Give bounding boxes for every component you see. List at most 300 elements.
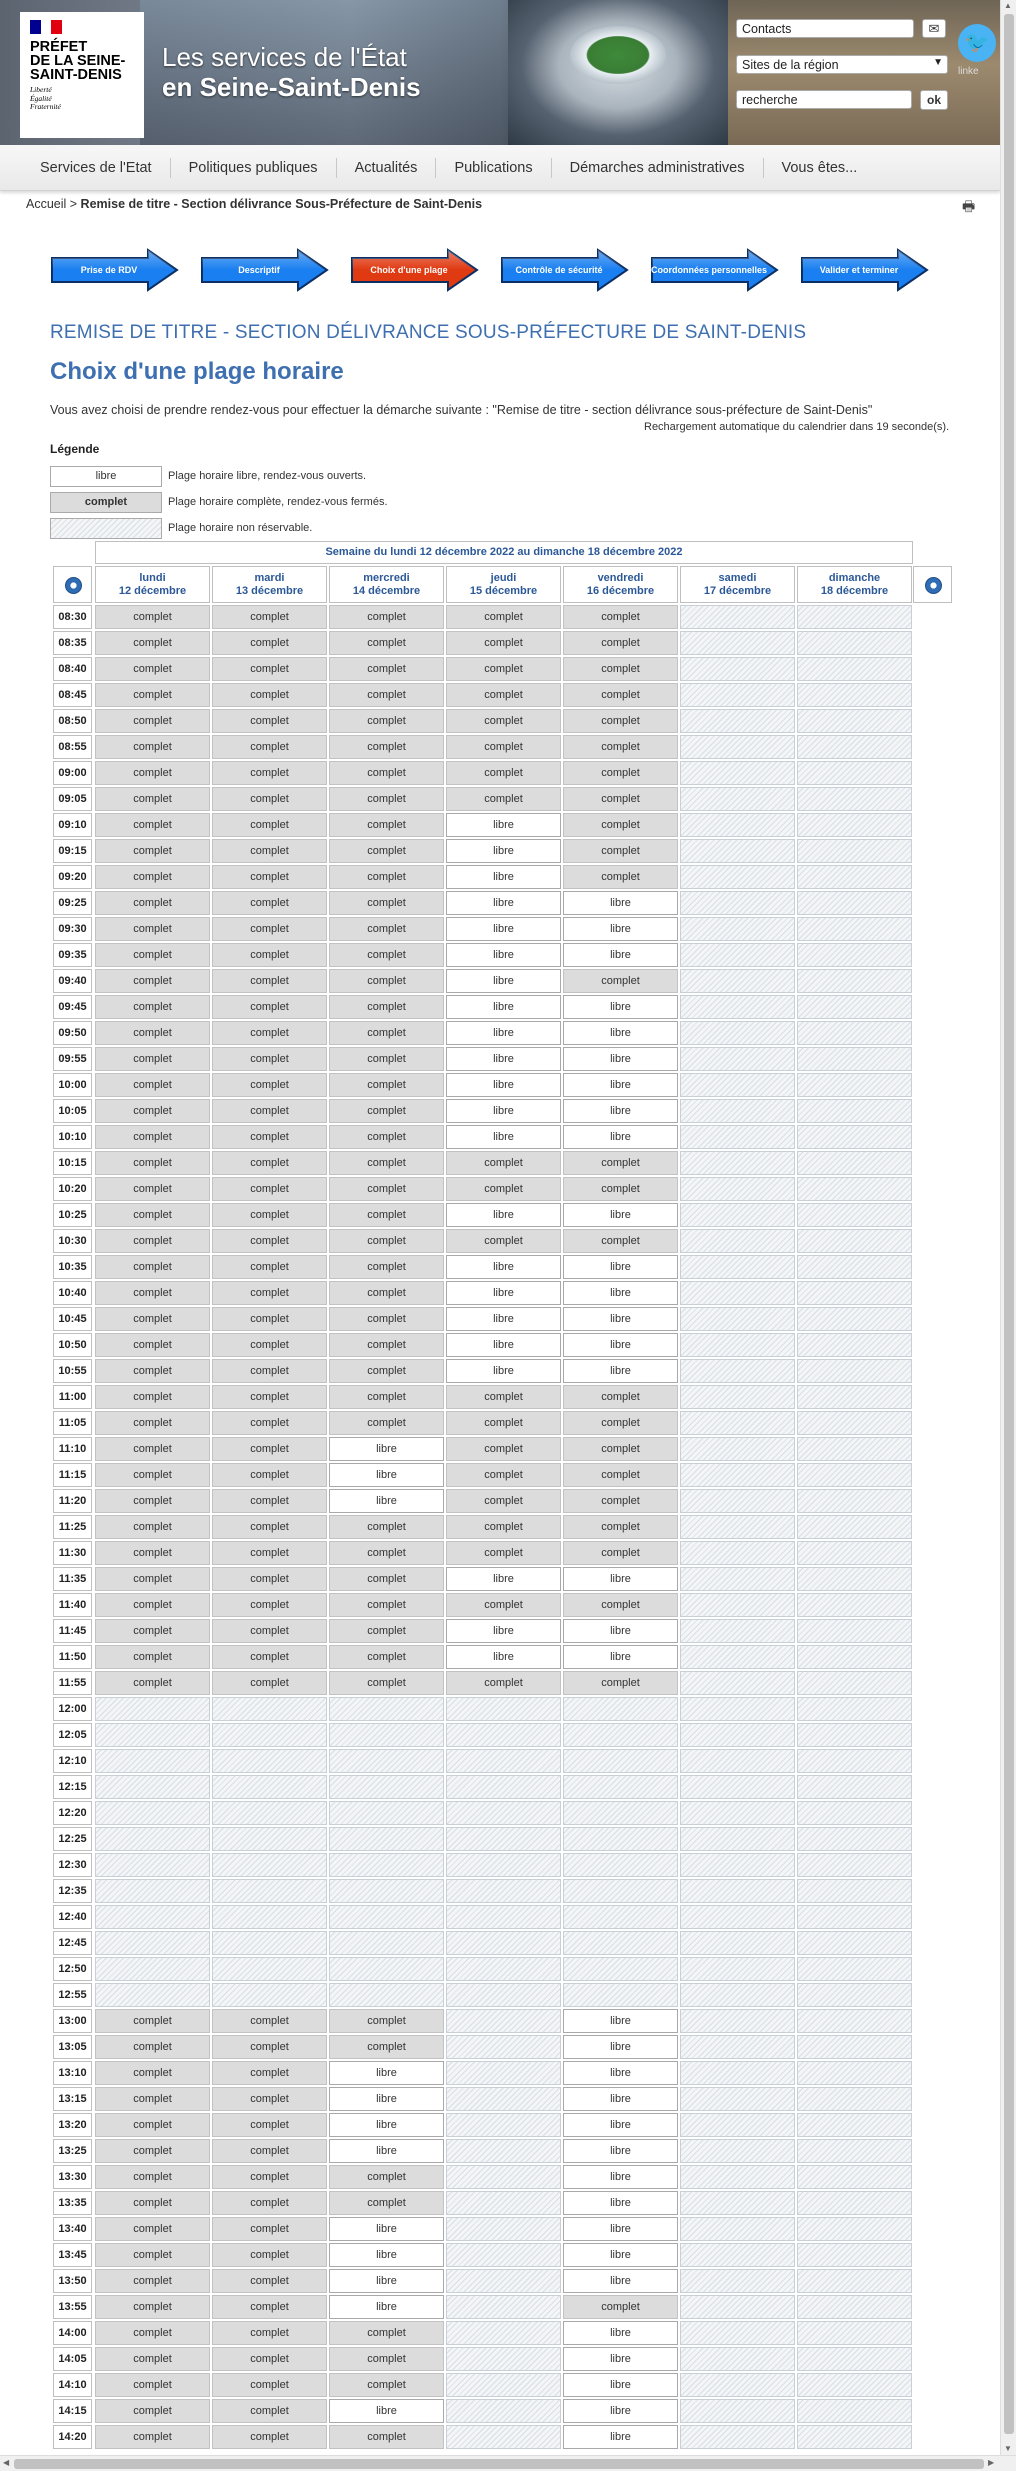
time-label: 11:55 <box>53 1671 92 1695</box>
slot-unavailable <box>797 1593 912 1617</box>
slot-unavailable <box>446 1957 561 1981</box>
nav-item[interactable]: Services de l'Etat <box>22 158 171 178</box>
time-label: 14:20 <box>53 2425 92 2449</box>
slot-unavailable <box>680 2191 795 2215</box>
slot-free[interactable]: libre <box>563 2321 678 2345</box>
nav-item[interactable]: Vous êtes... <box>781 159 858 176</box>
day-name: mardi <box>254 572 285 584</box>
time-label: 11:50 <box>53 1645 92 1669</box>
slot-free[interactable]: libre <box>446 1567 561 1591</box>
slot-unavailable <box>680 1827 795 1851</box>
slot-free[interactable]: libre <box>563 2087 678 2111</box>
header-stadium-photo <box>508 0 728 145</box>
slot-unavailable <box>680 2243 795 2267</box>
time-label: 12:30 <box>53 1853 92 1877</box>
slot-full: complet <box>446 657 561 681</box>
region-sites-select[interactable] <box>736 55 948 74</box>
slot-unavailable <box>680 1905 795 1929</box>
slot-full: complet <box>95 1281 210 1305</box>
slot-full: complet <box>212 1385 327 1409</box>
slot-unavailable <box>446 1983 561 2007</box>
slot-full: complet <box>563 683 678 707</box>
slot-unavailable <box>680 1151 795 1175</box>
slot-full: complet <box>329 2165 444 2189</box>
slot-unavailable <box>446 1879 561 1903</box>
slot-unavailable <box>797 969 912 993</box>
slot-unavailable <box>680 1021 795 1045</box>
slot-full: complet <box>95 2269 210 2293</box>
slot-free[interactable]: libre <box>563 1567 678 1591</box>
slot-full: complet <box>329 1619 444 1643</box>
slot-full: complet <box>329 1255 444 1279</box>
slot-free[interactable]: libre <box>563 2009 678 2033</box>
slot-full: complet <box>446 1463 561 1487</box>
slot-unavailable <box>212 1749 327 1773</box>
slot-unavailable <box>680 2399 795 2423</box>
slot-full: complet <box>95 605 210 629</box>
slot-full: complet <box>329 1125 444 1149</box>
slot-unavailable <box>680 683 795 707</box>
slot-free[interactable]: libre <box>329 2217 444 2241</box>
slot-unavailable <box>797 2373 912 2397</box>
slot-full: complet <box>446 709 561 733</box>
slot-free[interactable]: libre <box>563 2139 678 2163</box>
slot-free[interactable]: libre <box>563 891 678 915</box>
slot-free[interactable]: libre <box>446 1099 561 1123</box>
slot-full: complet <box>446 735 561 759</box>
slot-unavailable <box>797 2165 912 2189</box>
step-2 <box>200 248 330 292</box>
breadcrumb-home[interactable]: Accueil <box>26 197 67 211</box>
nav-item[interactable]: Publications <box>436 158 551 178</box>
time-label: 12:45 <box>53 1931 92 1955</box>
scroll-left-icon[interactable]: ◀ <box>3 2458 10 2467</box>
vertical-scrollbar[interactable] <box>1000 0 1016 2455</box>
day-name: jeudi <box>490 572 517 584</box>
slot-full: complet <box>95 1229 210 1253</box>
slot-full: complet <box>329 943 444 967</box>
slot-free[interactable]: libre <box>329 2139 444 2163</box>
time-label: 09:40 <box>53 969 92 993</box>
slot-full: complet <box>563 657 678 681</box>
slot-free[interactable]: libre <box>329 2087 444 2111</box>
slot-unavailable <box>446 1827 561 1851</box>
slot-free[interactable]: libre <box>446 969 561 993</box>
slot-unavailable <box>680 1307 795 1331</box>
slot-free[interactable]: libre <box>563 1281 678 1305</box>
slot-free[interactable]: libre <box>563 995 678 1019</box>
slot-full: complet <box>212 2425 327 2449</box>
slot-unavailable <box>797 2321 912 2345</box>
slot-unavailable <box>680 2061 795 2085</box>
slot-unavailable <box>95 1801 210 1825</box>
slot-free[interactable]: libre <box>446 1281 561 1305</box>
slot-unavailable <box>446 2139 561 2163</box>
print-icon[interactable]: 🖶 <box>962 198 976 214</box>
slot-full: complet <box>212 605 327 629</box>
slot-unavailable <box>797 839 912 863</box>
slot-free[interactable]: libre <box>563 1333 678 1357</box>
scroll-right-icon[interactable]: ▶ <box>988 2458 995 2467</box>
slot-full: complet <box>95 943 210 967</box>
slot-full: complet <box>212 2321 327 2345</box>
slot-free[interactable]: libre <box>563 2425 678 2449</box>
slot-unavailable <box>329 1853 444 1877</box>
slot-full: complet <box>95 1593 210 1617</box>
scroll-down-icon[interactable]: ▼ <box>1004 2444 1012 2453</box>
search-input[interactable]: recherche <box>736 90 912 109</box>
linkedin-icon[interactable]: linke <box>958 66 979 77</box>
slot-full: complet <box>563 1229 678 1253</box>
time-label: 09:15 <box>53 839 92 863</box>
day-date: 18 décembre <box>820 585 889 597</box>
slot-free[interactable]: libre <box>563 1255 678 1279</box>
slot-full: complet <box>212 917 327 941</box>
legend-title: Légende <box>50 442 100 456</box>
slot-unavailable <box>446 1697 561 1721</box>
slot-free[interactable]: libre <box>446 1255 561 1279</box>
slot-full: complet <box>212 943 327 967</box>
slot-unavailable <box>680 1281 795 1305</box>
slot-free[interactable]: libre <box>446 1333 561 1357</box>
time-label: 10:15 <box>53 1151 92 1175</box>
slot-unavailable <box>680 1489 795 1513</box>
slot-unavailable <box>797 2139 912 2163</box>
slot-unavailable <box>797 2243 912 2267</box>
slot-full: complet <box>329 1645 444 1669</box>
slot-free[interactable]: libre <box>446 995 561 1019</box>
slot-full: complet <box>212 657 327 681</box>
slot-full: complet <box>212 2217 327 2241</box>
slot-free[interactable]: libre <box>446 1125 561 1149</box>
time-label: 09:30 <box>53 917 92 941</box>
slot-full: complet <box>212 787 327 811</box>
slot-unavailable <box>797 1229 912 1253</box>
mail-icon[interactable]: ✉ <box>922 19 946 38</box>
slot-free[interactable]: libre <box>563 1359 678 1383</box>
day-header <box>563 566 678 603</box>
slot-unavailable <box>95 1827 210 1851</box>
slot-full: complet <box>212 2399 327 2423</box>
legend-full-desc: Plage horaire complète, rendez-vous fermés. <box>168 496 388 508</box>
slot-unavailable <box>680 2087 795 2111</box>
search-ok-button[interactable]: ok <box>920 90 948 110</box>
nav-item[interactable]: Politiques publiques <box>171 158 337 178</box>
arrow-right-icon <box>925 577 942 594</box>
intro-text: Vous avez choisi de prendre rendez-vous pour effectuer la démarche suivante : "Remise de titre - section délivrance sous-préfecture de Saint-Denis" <box>50 403 873 417</box>
slot-full: complet <box>329 2321 444 2345</box>
slot-unavailable <box>329 1879 444 1903</box>
twitter-icon[interactable]: 🐦 <box>958 24 996 62</box>
step-label: Choix d'une plage <box>370 265 448 275</box>
slot-unavailable <box>797 787 912 811</box>
slot-unavailable <box>680 1437 795 1461</box>
step-label: Coordonnées personnelles <box>650 265 768 275</box>
slot-unavailable <box>797 1749 912 1773</box>
slot-unavailable <box>797 1723 912 1747</box>
time-label: 13:05 <box>53 2035 92 2059</box>
slot-full: complet <box>95 2399 210 2423</box>
slot-free[interactable]: libre <box>563 2347 678 2371</box>
slot-free[interactable]: libre <box>563 1047 678 1071</box>
slot-full: complet <box>95 1411 210 1435</box>
slot-unavailable <box>95 1749 210 1773</box>
slot-full: complet <box>446 605 561 629</box>
slot-unavailable <box>680 1073 795 1097</box>
slot-free[interactable]: libre <box>563 2399 678 2423</box>
slot-unavailable <box>797 1411 912 1435</box>
slot-unavailable <box>797 2035 912 2059</box>
slot-full: complet <box>212 1203 327 1227</box>
time-label: 12:05 <box>53 1723 92 1747</box>
slot-free[interactable]: libre <box>446 1307 561 1331</box>
slot-full: complet <box>563 1151 678 1175</box>
slot-unavailable <box>680 917 795 941</box>
slot-unavailable <box>329 1697 444 1721</box>
scroll-up-icon[interactable]: ▲ <box>1004 1 1012 10</box>
slot-full: complet <box>212 761 327 785</box>
time-label: 13:25 <box>53 2139 92 2163</box>
slot-free[interactable]: libre <box>563 1619 678 1643</box>
slot-free[interactable]: libre <box>446 943 561 967</box>
slot-free[interactable]: libre <box>563 2269 678 2293</box>
slot-full: complet <box>95 761 210 785</box>
slot-full: complet <box>329 839 444 863</box>
slot-free[interactable]: libre <box>446 1359 561 1383</box>
progress-steps <box>50 248 940 292</box>
slot-free[interactable]: libre <box>563 2113 678 2137</box>
slot-unavailable <box>680 1853 795 1877</box>
slot-full: complet <box>329 605 444 629</box>
slot-full: complet <box>329 2035 444 2059</box>
slot-full: complet <box>329 969 444 993</box>
slot-full: complet <box>212 1411 327 1435</box>
slot-full: complet <box>212 1333 327 1357</box>
slot-free[interactable]: libre <box>329 2269 444 2293</box>
day-header <box>680 566 795 603</box>
slot-full: complet <box>212 2347 327 2371</box>
slot-free[interactable]: libre <box>446 839 561 863</box>
time-label: 14:10 <box>53 2373 92 2397</box>
scroll-thumb[interactable] <box>1004 14 1014 2434</box>
time-label: 11:10 <box>53 1437 92 1461</box>
slot-unavailable <box>797 2217 912 2241</box>
day-header <box>446 566 561 603</box>
day-date: 13 décembre <box>235 585 304 597</box>
slot-full: complet <box>212 2035 327 2059</box>
slot-full: complet <box>95 2373 210 2397</box>
slot-unavailable <box>680 2269 795 2293</box>
slot-free[interactable]: libre <box>329 2113 444 2137</box>
horizontal-scrollbar[interactable] <box>0 2455 1016 2471</box>
time-label: 14:05 <box>53 2347 92 2371</box>
slot-free[interactable]: libre <box>563 917 678 941</box>
slot-unavailable <box>446 2269 561 2293</box>
slot-free[interactable]: libre <box>329 1489 444 1513</box>
slot-full: complet <box>329 1593 444 1617</box>
previous-week-button[interactable] <box>53 566 92 603</box>
slot-unavailable <box>212 1983 327 2007</box>
slot-free[interactable]: libre <box>563 943 678 967</box>
site-title-line1: Les services de l'État <box>162 42 407 72</box>
slot-full: complet <box>95 1125 210 1149</box>
slot-free[interactable]: libre <box>446 891 561 915</box>
slot-full: complet <box>95 917 210 941</box>
step-label: Descriptif <box>238 265 280 275</box>
slot-full: complet <box>329 1099 444 1123</box>
slot-free[interactable]: libre <box>446 1645 561 1669</box>
slot-full: complet <box>446 1541 561 1565</box>
step-6 <box>800 248 930 292</box>
legend-free-desc: Plage horaire libre, rendez-vous ouverts. <box>168 470 367 482</box>
slot-full: complet <box>446 1385 561 1409</box>
slot-unavailable <box>563 1905 678 1929</box>
day-name: vendredi <box>597 572 644 584</box>
slot-unavailable <box>212 1853 327 1877</box>
slot-unavailable <box>797 2087 912 2111</box>
time-label: 12:15 <box>53 1775 92 1799</box>
slot-unavailable <box>680 2165 795 2189</box>
slot-full: complet <box>95 709 210 733</box>
region-sites-value: Sites de la région <box>742 58 839 72</box>
slot-full: complet <box>95 2321 210 2345</box>
slot-full: complet <box>212 709 327 733</box>
slot-full: complet <box>212 2191 327 2215</box>
slot-full: complet <box>446 1177 561 1201</box>
nav-item[interactable]: Démarches administratives <box>552 158 764 178</box>
slot-free[interactable]: libre <box>329 1437 444 1461</box>
slot-free[interactable]: libre <box>329 2295 444 2319</box>
slot-full: complet <box>212 1073 327 1097</box>
nav-item[interactable]: Actualités <box>337 158 437 178</box>
time-label: 13:15 <box>53 2087 92 2111</box>
slot-free[interactable]: libre <box>446 813 561 837</box>
time-label: 08:35 <box>53 631 92 655</box>
slot-full: complet <box>563 969 678 993</box>
next-week-button[interactable] <box>913 566 952 603</box>
slot-unavailable <box>797 2347 912 2371</box>
time-label: 08:55 <box>53 735 92 759</box>
slot-full: complet <box>212 1593 327 1617</box>
slot-full: complet <box>563 1593 678 1617</box>
slot-free[interactable]: libre <box>563 2217 678 2241</box>
time-label: 10:20 <box>53 1177 92 1201</box>
slot-unavailable <box>797 1073 912 1097</box>
slot-free[interactable]: libre <box>563 2191 678 2215</box>
slot-unavailable <box>797 1775 912 1799</box>
time-label: 09:45 <box>53 995 92 1019</box>
slot-free[interactable]: libre <box>563 2061 678 2085</box>
slot-full: complet <box>329 1567 444 1591</box>
slot-full: complet <box>446 683 561 707</box>
step-4 <box>500 248 630 292</box>
time-label: 11:40 <box>53 1593 92 1617</box>
slot-free[interactable]: libre <box>446 1203 561 1227</box>
time-label: 13:10 <box>53 2061 92 2085</box>
slot-unavailable <box>797 709 912 733</box>
slot-full: complet <box>95 2087 210 2111</box>
slot-free[interactable]: libre <box>563 1073 678 1097</box>
slot-full: complet <box>95 683 210 707</box>
slot-unavailable <box>95 1853 210 1877</box>
slot-full: complet <box>329 1073 444 1097</box>
slot-unavailable <box>680 891 795 915</box>
slot-free[interactable]: libre <box>446 1047 561 1071</box>
slot-full: complet <box>563 1515 678 1539</box>
logo-motto: Liberté Égalité Fraternité <box>30 85 61 111</box>
slot-free[interactable]: libre <box>329 2399 444 2423</box>
prefet-logo[interactable] <box>20 12 144 138</box>
slot-full: complet <box>95 1047 210 1071</box>
slot-unavailable <box>797 1827 912 1851</box>
contacts-field[interactable]: Contacts <box>736 19 914 38</box>
slot-unavailable <box>797 2295 912 2319</box>
slot-free[interactable]: libre <box>563 1099 678 1123</box>
slot-full: complet <box>446 1151 561 1175</box>
procedure-title: REMISE DE TITRE - SECTION DÉLIVRANCE SOUS-PRÉFECTURE DE SAINT-DENIS <box>50 322 807 343</box>
slot-free[interactable]: libre <box>329 2243 444 2267</box>
slot-free[interactable]: libre <box>563 2373 678 2397</box>
slot-full: complet <box>329 761 444 785</box>
slot-full: complet <box>212 1645 327 1669</box>
slot-free[interactable]: libre <box>446 1073 561 1097</box>
slot-full: complet <box>563 1489 678 1513</box>
slot-unavailable <box>680 1723 795 1747</box>
slot-free[interactable]: libre <box>563 2035 678 2059</box>
slot-unavailable <box>446 2399 561 2423</box>
slot-free[interactable]: libre <box>563 2243 678 2267</box>
slot-full: complet <box>212 1307 327 1331</box>
slot-free[interactable]: libre <box>563 1021 678 1045</box>
slot-free[interactable]: libre <box>446 865 561 889</box>
chevron-down-icon: ▼ <box>933 57 943 68</box>
slot-unavailable <box>680 2035 795 2059</box>
slot-unavailable <box>446 2347 561 2371</box>
slot-unavailable <box>680 657 795 681</box>
slot-unavailable <box>446 2321 561 2345</box>
slot-full: complet <box>329 995 444 1019</box>
slot-unavailable <box>797 1385 912 1409</box>
time-label: 09:55 <box>53 1047 92 1071</box>
slot-free[interactable]: libre <box>563 2165 678 2189</box>
slot-unavailable <box>680 1645 795 1669</box>
slot-free[interactable]: libre <box>563 1125 678 1149</box>
slot-free[interactable]: libre <box>563 1645 678 1669</box>
slot-unavailable <box>797 683 912 707</box>
slot-free[interactable]: libre <box>563 1203 678 1227</box>
day-header <box>212 566 327 603</box>
slot-free[interactable]: libre <box>446 1619 561 1643</box>
slot-unavailable <box>680 1671 795 1695</box>
slot-full: complet <box>329 1411 444 1435</box>
slot-full: complet <box>329 1177 444 1201</box>
time-label: 08:45 <box>53 683 92 707</box>
step-label: Prise de RDV <box>80 265 138 275</box>
slot-unavailable <box>329 1931 444 1955</box>
slot-full: complet <box>329 1515 444 1539</box>
slot-free[interactable]: libre <box>563 1307 678 1331</box>
hscroll-thumb[interactable] <box>14 2459 984 2469</box>
slot-unavailable <box>329 1983 444 2007</box>
slot-unavailable <box>797 2061 912 2085</box>
time-label: 11:35 <box>53 1567 92 1591</box>
day-date: 17 décembre <box>703 585 772 597</box>
slot-unavailable <box>446 2373 561 2397</box>
slot-free[interactable]: libre <box>329 1463 444 1487</box>
slot-free[interactable]: libre <box>446 917 561 941</box>
slot-free[interactable]: libre <box>446 1021 561 1045</box>
slot-free[interactable]: libre <box>329 2061 444 2085</box>
